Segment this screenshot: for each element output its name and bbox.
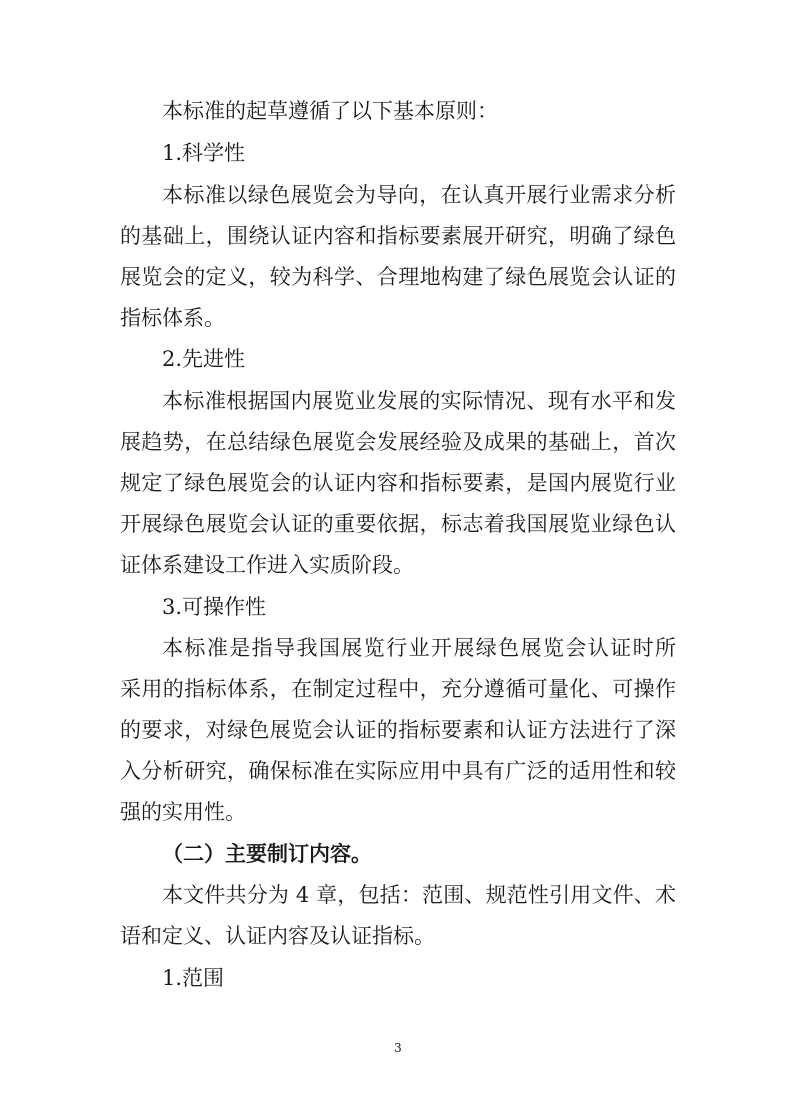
paragraph-line: 证体系建设工作进入实质阶段。 — [120, 553, 414, 577]
paragraph-line: 本标准以绿色展览会为导向，在认真开展行业需求分析 — [162, 183, 676, 207]
paragraph-line: 本标准根据国内展览业发展的实际情况、现有水平和发 — [162, 389, 676, 413]
paragraph-line: 指标体系。 — [120, 306, 225, 330]
paragraph-line: 本标准的起草遵循了以下基本原则： — [162, 99, 498, 123]
paragraph-line: 本文件共分为 4 章，包括：范围、规范性引用文件、术 — [162, 883, 676, 907]
paragraph-line: 的要求，对绿色展览会认证的指标要素和认证方法进行了深 — [120, 718, 676, 742]
paragraph-line: 展览会的定义，较为科学、合理地构建了绿色展览会认证的 — [120, 265, 676, 289]
paragraph-line: 语和定义、认证内容及认证指标。 — [120, 924, 435, 948]
chapter-heading: （二）主要制订内容。 — [162, 841, 372, 866]
paragraph-line: 入分析研究，确保标准在实际应用中具有广泛的适用性和较 — [120, 759, 676, 783]
paragraph-line: 展趋势，在总结绿色展览会发展经验及成果的基础上，首次 — [120, 430, 676, 454]
paragraph-line: 采用的指标体系，在制定过程中，充分遵循可量化、可操作 — [120, 677, 676, 701]
paragraph-line: 的基础上，围绕认证内容和指标要素展开研究，明确了绿色 — [120, 224, 676, 248]
page-number: 3 — [394, 1041, 402, 1055]
section-heading: 1.范围 — [162, 966, 225, 990]
paragraph-line: 强的实用性。 — [120, 800, 246, 824]
paragraph-line: 本标准是指导我国展览行业开展绿色展览会认证时所 — [162, 636, 676, 660]
section-heading: 2.先进性 — [162, 347, 246, 371]
paragraph-line: 开展绿色展览会认证的重要依据，标志着我国展览业绿色认 — [120, 512, 676, 536]
section-heading: 1.科学性 — [162, 141, 246, 165]
paragraph-line: 规定了绿色展览会的认证内容和指标要素，是国内展览行业 — [120, 471, 676, 495]
section-heading: 3.可操作性 — [162, 595, 267, 619]
